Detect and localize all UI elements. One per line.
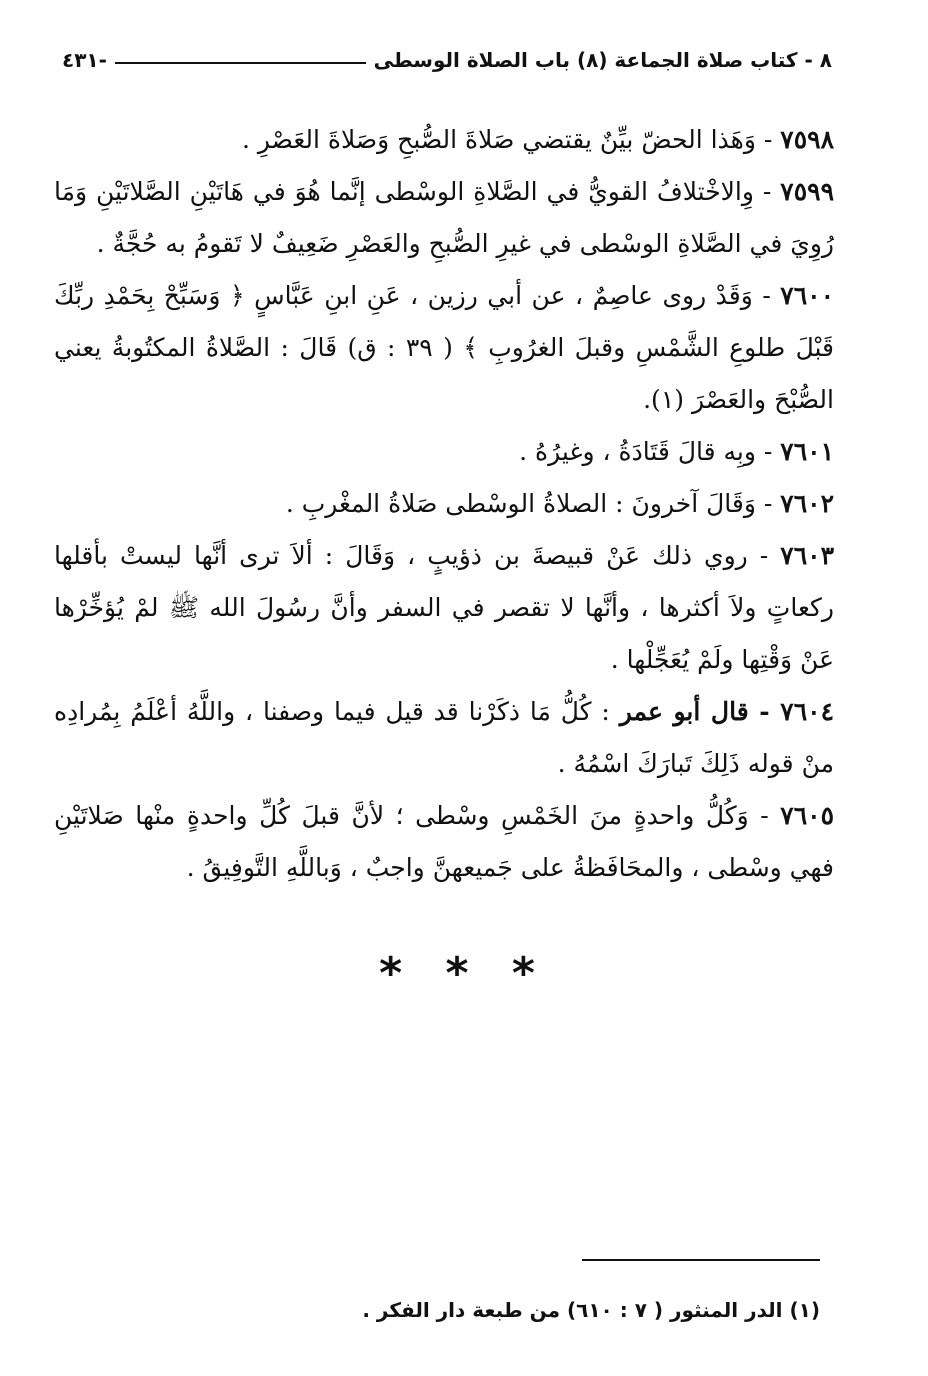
paragraph-text: - وبِه قالَ قَتَادَةُ ، وغيرُهُ . (519, 437, 781, 466)
paragraph-number: ٧٥٩٩ (780, 177, 834, 206)
paragraph-text: - وَهَذا الحضّ بيِّنٌ يقتضي صَلاةَ الصُّبحِ وَصَلاةَ العَصْرِ . (241, 125, 781, 154)
paragraph-7604 (54, 686, 834, 790)
paragraph-7602 (54, 478, 834, 530)
paragraph-text: - وَكُلُّ واحدةٍ منَ الخَمْسِ وسْطى ؛ لأنَّ قبلَ كُلِّ واحدةٍ منْها صَلاتَيْنِ فهي وسْطى ، والمحَافَظةُ على جَميعهنَّ واجبٌ ، وَباللَّهِ التَّوفِيقُ . (54, 801, 834, 882)
footnote-rule (582, 1259, 820, 1261)
paragraph-7598 (54, 114, 834, 166)
paragraph-text: : كُلُّ مَا ذكَرْنا قد قيل فيما وصفنا ، واللَّهُ أعْلَمُ بِمُرادِه منْ قوله ذَلِكَ تَبارَكَ اسْمُهُ . (54, 697, 834, 778)
footnote: (١) الدر المنثور ( ٧ : ٦١٠) من طبعة دار الفكر . (362, 1298, 820, 1322)
header-title: ٨ - كتاب صلاة الجماعة (٨) باب الصلاة الوسطى (373, 48, 832, 72)
paragraph-7601 (54, 426, 834, 478)
paragraph-7603 (54, 530, 834, 686)
paragraph-7600 (54, 270, 834, 426)
paragraph-number: ٧٦٠٥ (780, 801, 834, 830)
speaker-label: - قال أبو عمر (619, 697, 781, 726)
main-text (54, 114, 834, 894)
running-header (62, 40, 832, 80)
page-number: -٤٣١ (62, 48, 107, 72)
paragraph-text: - وَقَدْ روى عاصِمٌ ، عن أبي رزين ، عَنِ ابنِ عَبَّاسٍ ﴿ وَسَبِّحْ بِحَمْدِ ربِّكَ قَبْلَ طلوعِ الشَّمْسِ وقبلَ الغرُوبِ ﴾ ( ٣٩ : ق) قَالَ : الصَّلاةُ المكتُوبةُ يعني الصُّبْحَ والعَصْرَ (١). (54, 281, 834, 414)
paragraph-number: ٧٦٠١ (780, 437, 834, 466)
paragraph-7599 (54, 166, 834, 270)
paragraph-number: ٧٦٠٢ (780, 489, 834, 518)
paragraph-text: - روي ذلك عَنْ قبيصةَ بن ذؤيبٍ ، وَقَالَ : ألاَ ترى أنَّها ليستْ بأقلها ركعاتٍ ولاَ أكثرها ، وأنَّها لا تقصر في السفر وأنَّ رسُولَ الله ﷺ لمْ يُؤخِّرْها عَنْ وَقْتِها ولَمْ يُعَجِّلْها . (54, 541, 834, 674)
paragraph-number: ٧٦٠٣ (780, 541, 834, 570)
paragraph-number: ٧٦٠٠ (780, 281, 834, 310)
header-rule (115, 62, 366, 64)
paragraph-text: - وَقَالَ آخرونَ : الصلاةُ الوسْطى صَلاةُ المغْربِ . (285, 489, 781, 518)
paragraph-text: - وِالاخْتلافُ القويُّ في الصَّلاةِ الوسْطى إنَّما هُوَ في هَاتَيْنِ الصَّلاتَيْنِ وَمَا رُوِيَ في الصَّلاةِ الوسْطى في غيرِ الصُّبحِ والعَصْرِ ضَعِيفٌ لا تَقومُ به حُجَّةٌ . (54, 177, 834, 258)
paragraph-7605 (54, 790, 834, 894)
paragraph-number: ٧٥٩٨ (780, 125, 834, 154)
section-separator: * * * (379, 948, 549, 999)
paragraph-number: ٧٦٠٤ (780, 697, 834, 726)
